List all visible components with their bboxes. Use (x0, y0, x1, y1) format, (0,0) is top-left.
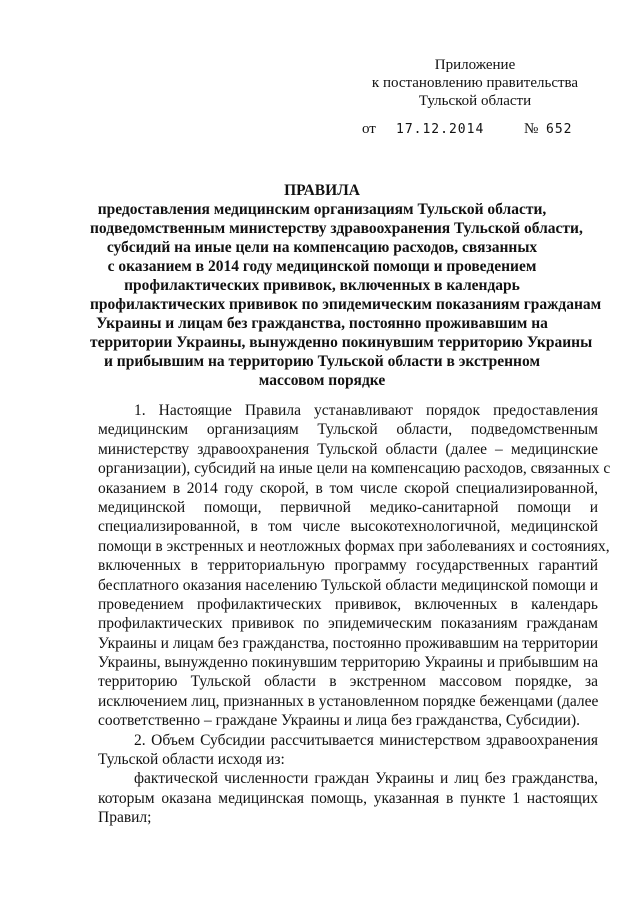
subtitle-line: с оказанием в 2014 году медицинской помощи и проведением (107, 258, 537, 275)
body-line: соответственно – граждане Украины и лица без гражданства, Субсидии). (98, 712, 581, 730)
subtitle-line: профилактических прививок, включенных в календарь (124, 277, 520, 294)
subtitle-line: Украины и лицам без гражданства, постоянно проживавшим на (96, 315, 548, 332)
body-line: территорию Тульской области в экстренном массовом порядке, за (98, 673, 598, 691)
appendix-line: к постановлению правительства (371, 75, 579, 91)
subtitle-line: предоставления медицинским организациям Тульской области, (97, 201, 547, 218)
body-line: 2. Объем Субсидии рассчитывается министерством здравоохранения (134, 731, 598, 749)
body-line: помощи в экстренных и неотложных формах при заболеваниях и состояниях, (98, 537, 610, 555)
body-line: Правил; (98, 809, 152, 827)
subtitle-line: подведомственным министерству здравоохранения Тульской области, (90, 220, 583, 237)
body-line: Тульской области исходя из: (98, 751, 285, 769)
body-line: специализированной, в том числе высокотехнологичной, медицинской (98, 518, 598, 536)
subtitle-line: профилактических прививок по эпидемическим показаниям гражданам (90, 296, 602, 313)
appendix-line: Приложение (434, 57, 516, 73)
appendix-line: Тульской области (418, 93, 532, 109)
body-line: профилактических прививок по эпидемическим показаниям гражданам (98, 615, 598, 633)
body-line: исключением лиц, признанных в установленном порядке беженцами (далее (98, 692, 599, 710)
body-line: министерству здравоохранения Тульской области (далее – медицинские (98, 440, 598, 458)
decree-date: 17.12.2014 (396, 122, 485, 137)
subtitle-line: субсидий на иные цели на компенсацию расходов, связанных (106, 239, 538, 256)
decree-number: 652 (546, 122, 573, 137)
body-line: Украины, вынужденно покинувшим территорию Украины и прибывшим на (98, 654, 599, 672)
subtitle-line: территории Украины, вынужденно покинувшим территорию Украины (90, 334, 593, 351)
body-line: оказанием в 2014 году скорой, в том числе скорой специализированной, (98, 479, 598, 497)
subtitle-line: массовом порядке (258, 372, 386, 389)
body-line: которым оказана медицинская помощь, указанная в пункте 1 настоящих (98, 789, 598, 807)
body-line: Украины и лицам без гражданства, постоянно проживавшим на территории (98, 634, 599, 652)
body-line: бесплатного оказания населению Тульской области медицинской помощи и (98, 576, 598, 594)
body-line: организации), субсидий на иные цели на компенсацию расходов, связанных с (98, 460, 611, 478)
subtitle-line: и прибывшим на территорию Тульской области в экстренном (104, 353, 540, 370)
body-line: медицинской помощи, первичной медико-санитарной помощи и (98, 498, 598, 516)
document-body (98, 401, 611, 828)
body-line: 1. Настоящие Правила устанавливают порядок предоставления (134, 402, 598, 419)
body-line: медицинским организациям Тульской области, подведомственным (98, 421, 598, 439)
body-line: включенных в территориальную программу государственных гарантий (98, 557, 598, 575)
document-title: ПРАВИЛА (284, 182, 360, 199)
document-subtitle (90, 200, 602, 390)
body-line: проведением профилактических прививок, включенных в календарь (98, 595, 598, 613)
appendix-block (360, 56, 590, 110)
body-line: фактической численности граждан Украины и лиц без гражданства, (134, 770, 598, 788)
decree-number-label: № (524, 121, 539, 137)
decree-ot-label: от (362, 121, 376, 137)
